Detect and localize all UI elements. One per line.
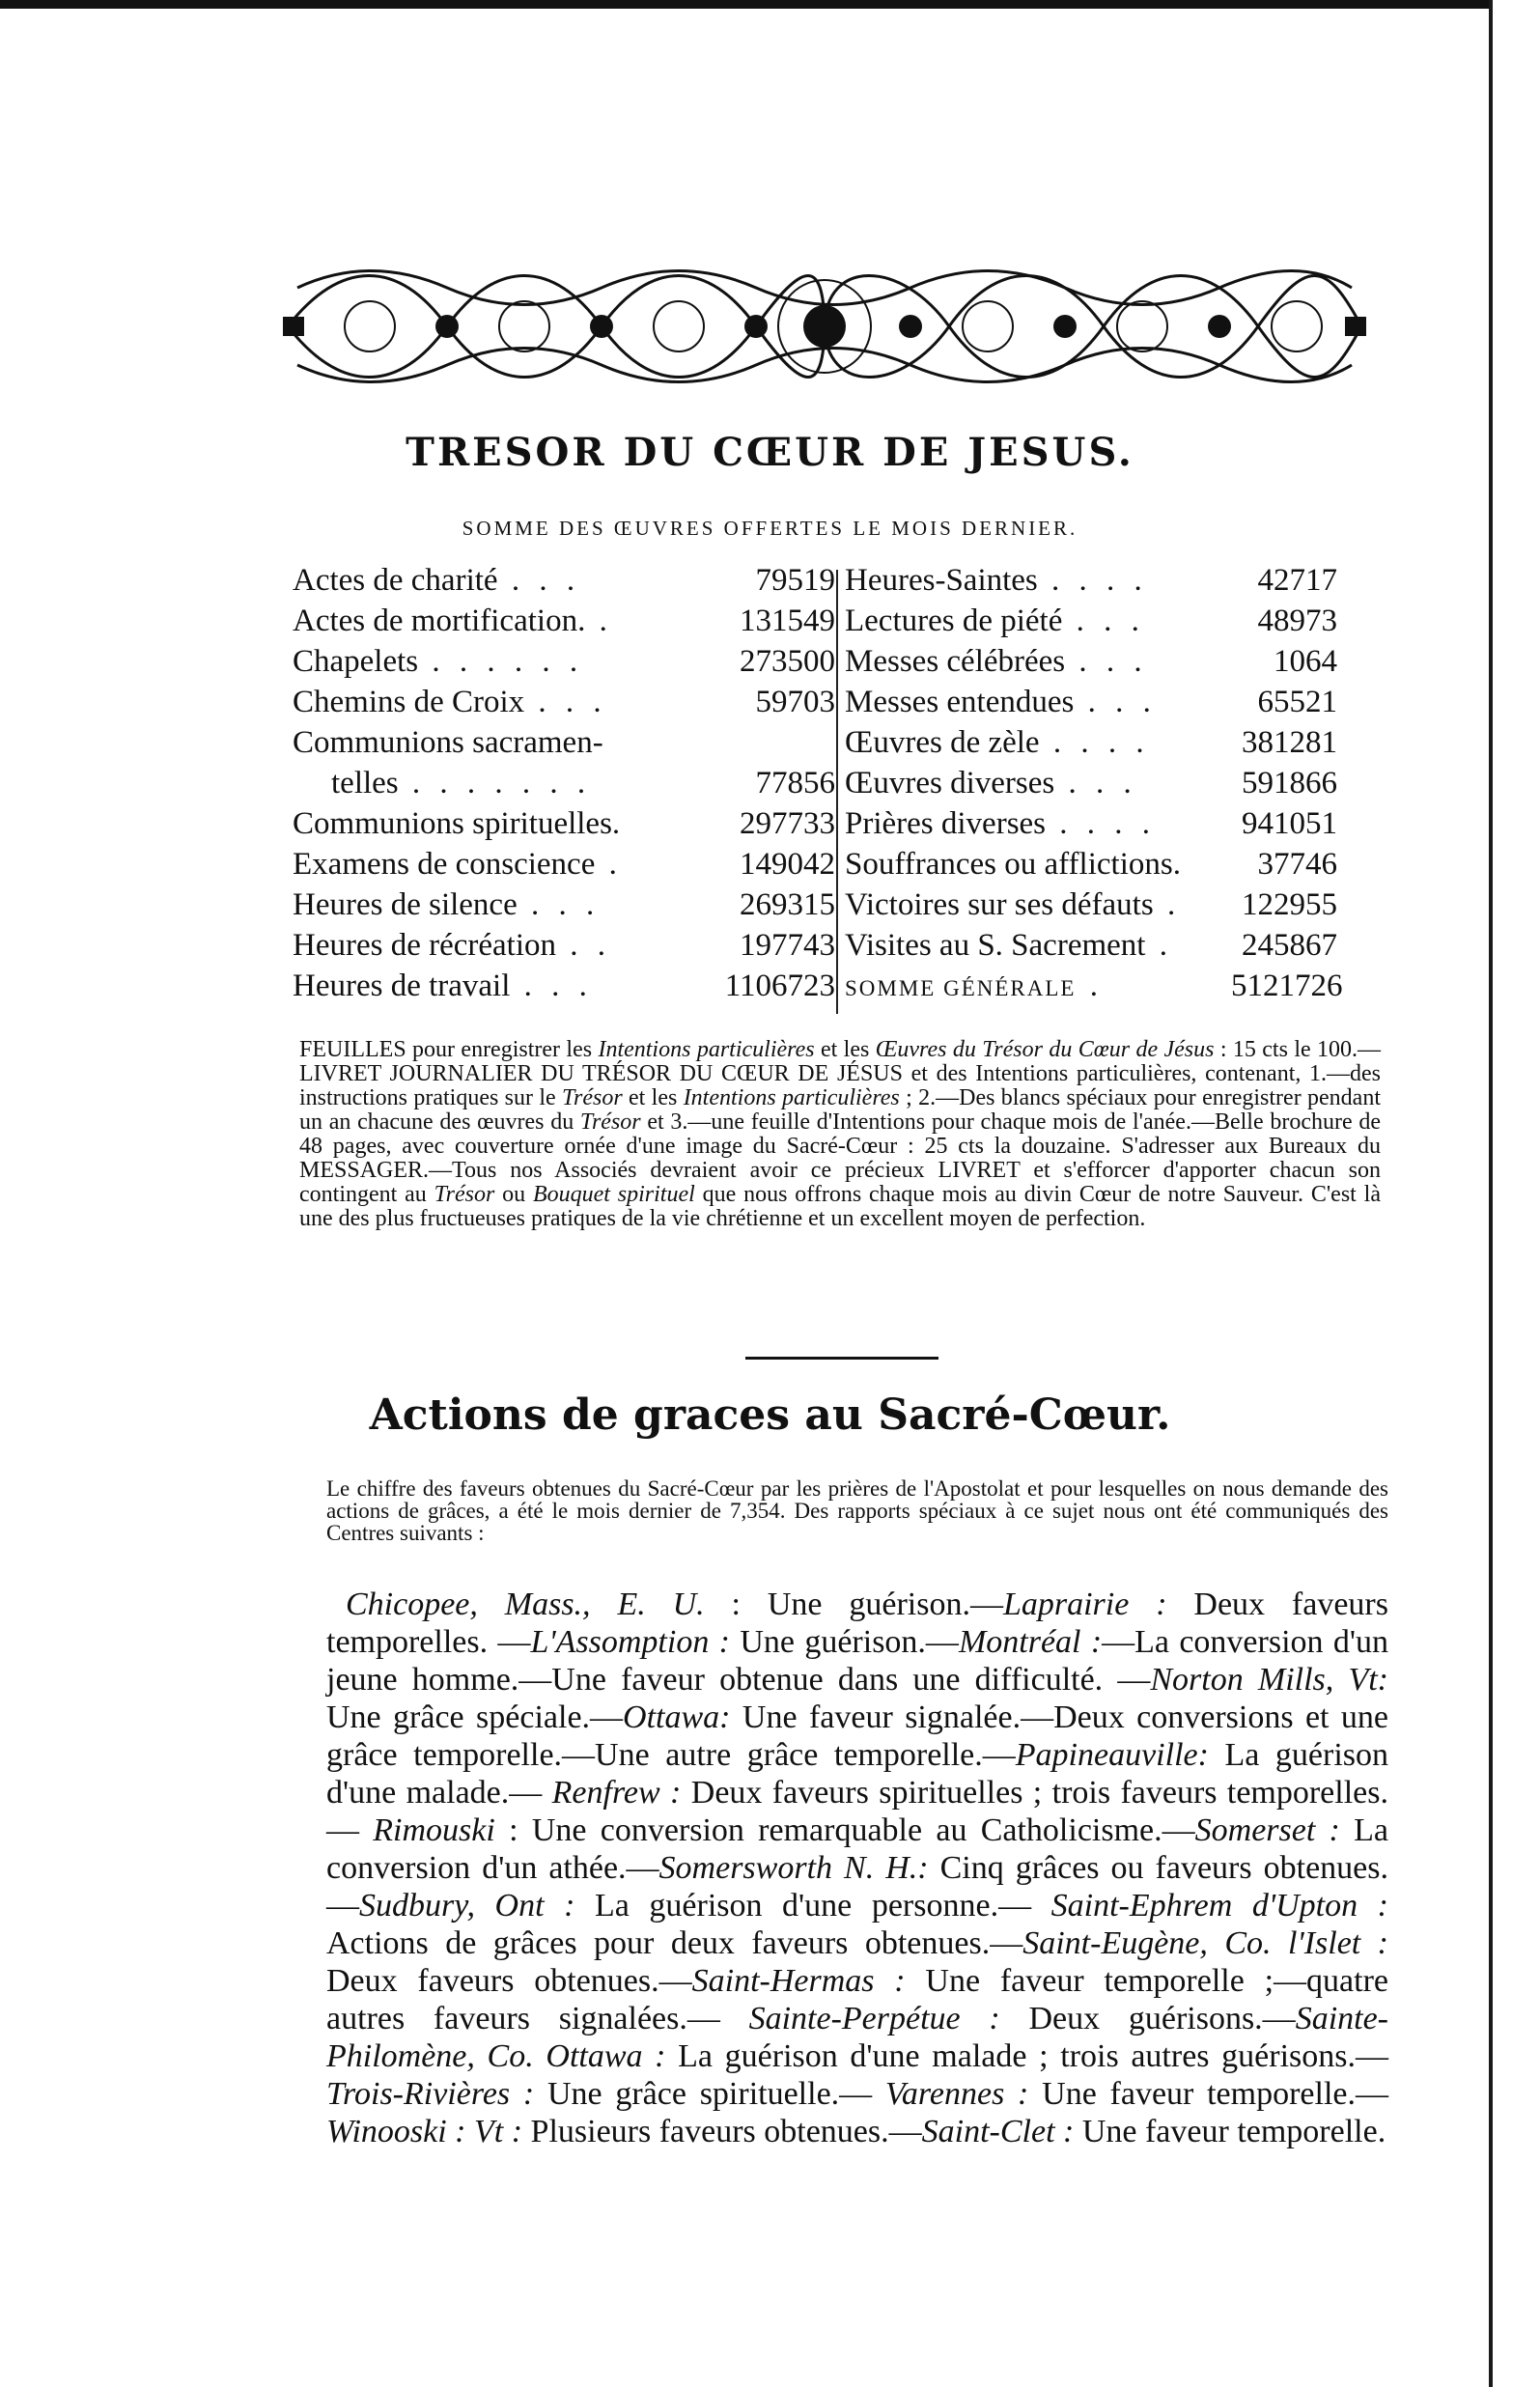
item-label: telles . . . . . . . — [331, 766, 592, 800]
item-value — [721, 722, 835, 763]
item-value: 245867 — [1242, 928, 1337, 963]
offering-row — [293, 803, 835, 844]
offering-row — [293, 885, 835, 925]
item-label: Actes de charité . . . — [293, 563, 581, 598]
item-label: Messes entendues . . . — [845, 685, 1157, 719]
item-label: Victoires sur ses défauts . — [845, 887, 1182, 922]
item-label: Heures de travail . . . — [293, 969, 593, 1003]
item-value: 5121726 — [1231, 969, 1343, 1003]
offering-row — [293, 641, 835, 682]
item-label: Chemins de Croix . . . — [293, 685, 607, 719]
item-value: 77856 — [755, 766, 835, 800]
item-label: Heures de récréation . . — [293, 928, 612, 963]
offering-row — [845, 925, 1337, 966]
right-border — [1489, 0, 1493, 2387]
body-paragraph: Chicopee, Mass., E. U. : Une guérison.—Laprairie : Deux faveurs temporelles. —L'Assomption : Une guérison.—Montréal :—La conversion d'un jeune homme.—Une faveur obtenue dans une difficulté. —Norton Mills, Vt: Une grâce spéciale.—Ottawa: Une faveur signalée.—Deux conversions et une grâce temporelle.—Une autre grâce temporelle.—Papineauville: La guérison d'une malade.— Renfrew : Deux faveurs spirituelles ; trois faveurs temporelles.— Rimouski : Une conversion remarquable au Catholicisme.—Somerset : La conversion d'un athée.—Somersworth N. H.: Cinq grâces ou faveurs obtenues.—Sudbury, Ont : La guérison d'une personne.— Saint-Ephrem d'Upton : Actions de grâces pour deux faveurs obtenues.—Saint-Eugène, Co. l'Islet : Deux faveurs obtenues.—Saint-Hermas : Une faveur temporelle ;—quatre autres faveurs signalées.— Sainte-Perpétue : Deux guérisons.—Sainte-Philomène, Co. Ottawa : La guérison d'une malade ; trois autres guérisons.— Trois-Rivières : Une grâce spirituelle.— Varennes : Une faveur temporelle.— Winooski : Vt : Plusieurs faveurs obtenues.—Saint-Clet : Une faveur temporelle. — [326, 1587, 1389, 2149]
item-value: 65521 — [1257, 685, 1337, 719]
item-label: Messes célébrées . . . — [845, 644, 1148, 679]
offering-row — [293, 682, 835, 722]
offering-row — [293, 844, 835, 885]
item-value: 131549 — [740, 604, 835, 638]
left-column — [293, 560, 835, 1006]
item-value: 149042 — [740, 847, 835, 882]
item-value: 591866 — [1242, 766, 1337, 800]
offering-row — [845, 722, 1337, 763]
item-value: 37746 — [1257, 847, 1337, 882]
offering-row — [293, 601, 835, 641]
item-label: Chapelets . . . . . . — [293, 644, 584, 679]
offering-row — [845, 560, 1337, 601]
item-value: 42717 — [1257, 563, 1337, 598]
column-divider — [836, 570, 838, 1014]
item-value: 269315 — [740, 887, 835, 922]
item-label: Œuvres diverses . . . — [845, 766, 1137, 800]
item-label: Communions spirituelles. — [293, 806, 621, 841]
item-label: Heures de silence . . . — [293, 887, 601, 922]
top-border — [0, 0, 1492, 9]
offering-row — [845, 601, 1337, 641]
offering-row — [293, 925, 835, 966]
offering-row — [845, 803, 1337, 844]
item-value: 59703 — [755, 685, 835, 719]
item-value: 197743 — [740, 928, 835, 963]
offering-row — [845, 641, 1337, 682]
item-label: Souffrances ou afflictions. — [845, 847, 1181, 882]
section-rule — [745, 1357, 938, 1360]
offering-row — [293, 722, 835, 763]
offering-row — [845, 885, 1337, 925]
item-label: Examens de conscience . — [293, 847, 623, 882]
item-value: 381281 — [1242, 725, 1337, 760]
total-row — [845, 966, 1343, 1006]
item-label: SOMME GÉNÉRALE . — [845, 969, 1104, 1003]
item-label: Heures-Saintes . . . . — [845, 563, 1148, 598]
section-heading: Actions de graces au Sacré-Cœur. — [369, 1390, 1171, 1440]
intro-paragraph: Le chiffre des faveurs obtenues du Sacré-Cœur par les prières de l'Apostolat et pour lesquelles on nous demande des actions de grâces, a été le mois dernier de 7,354. Des rapports spéciaux à ce sujet nous ont été communiqués des Centres suivants : — [326, 1476, 1388, 1545]
item-value: 48973 — [1257, 604, 1337, 638]
item-value: 273500 — [740, 644, 835, 679]
item-label: Actes de mortification. . — [293, 604, 613, 638]
page-title: TRESOR DU CŒUR DE JESUS. — [406, 430, 1134, 475]
offering-row — [293, 560, 835, 601]
item-value: 79519 — [755, 563, 835, 598]
offering-row — [845, 763, 1337, 803]
item-value: 1064 — [1274, 644, 1337, 679]
offering-row — [293, 763, 835, 803]
item-value: 1106723 — [724, 969, 835, 1003]
item-label: Œuvres de zèle . . . . — [845, 725, 1150, 760]
item-value: 941051 — [1242, 806, 1337, 841]
offering-row — [293, 966, 835, 1006]
item-label: Visites au S. Sacrement . — [845, 928, 1173, 963]
right-column — [845, 560, 1343, 1006]
ornament-icon — [283, 249, 1366, 404]
page-subtitle: SOMME DES ŒUVRES OFFERTES LE MOIS DERNIER. — [462, 517, 1078, 540]
item-value: 122955 — [1242, 887, 1337, 922]
item-label: Lectures de piété . . . — [845, 604, 1145, 638]
offering-row — [845, 844, 1337, 885]
item-label: Prières diverses . . . . — [845, 806, 1157, 841]
item-label: Communions sacramen- — [293, 725, 603, 760]
note-paragraph: FEUILLES pour enregistrer les Intentions particulières et les Œuvres du Trésor du Cœur de Jésus : 15 cts le 100.—LIVRET JOURNALIER DU TRÉSOR DU CŒUR DE JÉSUS et des Intentions particulières, contenant, 1.—des instructions pratiques sur le Trésor et les Intentions particulières ; 2.—Des blancs spéciaux pour enregistrer pendant un an chacune des œuvres du Trésor et 3.—une feuille d'Intentions pour chaque mois de l'anée.—Belle brochure de 48 pages, avec couverture ornée d'une image du Sacré-Cœur : 25 cts la douzaine. S'adresser aux Bureaux du MESSAGER.—Tous nos Associés devraient avoir ce précieux LIVRET et s'efforcer d'apporter chacun son contingent au Trésor ou Bouquet spirituel que nous offrons chaque mois au divin Cœur de notre Sauveur. C'est là une des plus fructueuses pratiques de la vie chrétienne et un excellent moyen de perfection. — [299, 1037, 1382, 1231]
item-value: 297733 — [740, 806, 835, 841]
offering-row — [845, 682, 1337, 722]
